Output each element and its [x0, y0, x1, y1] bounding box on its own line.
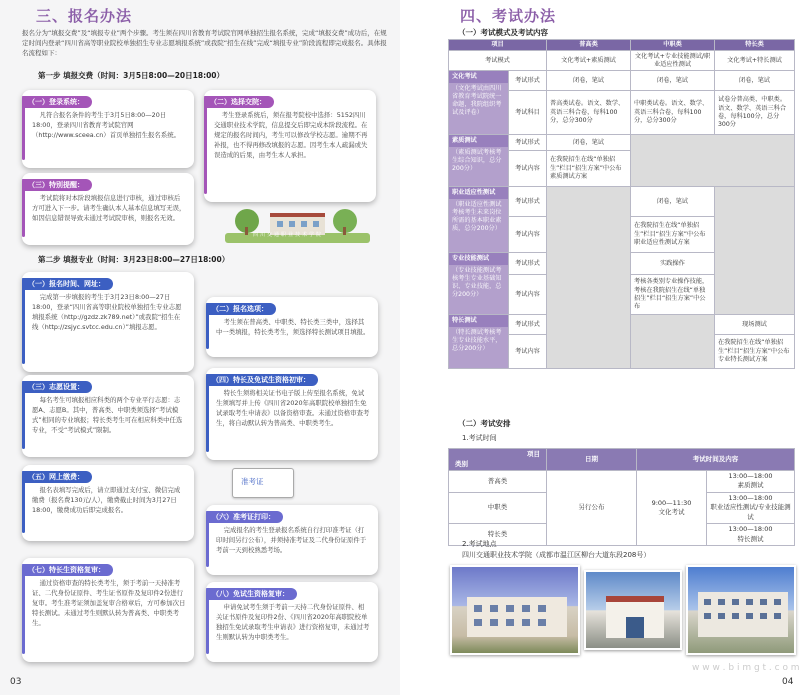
admit-card-icon — [232, 468, 294, 498]
card-body: 完成第一步填报的考生于3月23日8:00—27日18:00，登录“四川省高等职业院校单独招生专业志愿填报系统（http://gzdz.zk789.net）”或我院“招生在线（http://zsjyc.svtcc.edu.cn）”填报志愿。 — [32, 293, 182, 331]
card-tag: （四）特长及免试生资格初审： — [206, 374, 318, 386]
page-number: 03 — [10, 676, 22, 687]
step2-heading: 第二步 填报专业（时间：3月23日8:00—27日18:00） — [38, 255, 230, 264]
card-tag: （七）特长生资格复审： — [22, 564, 113, 576]
watermark: w w w . b i m g t . c o m — [692, 663, 800, 673]
section-title: 三、报名办法 — [36, 7, 133, 25]
category-adaptability: 职业适应性测试 （职业适应性测试考核考生未来岗位所需的基本职业素质，总分200分） — [449, 187, 509, 253]
category-specialty: 特长测试 （特长测试考核考生专业技能水平，总分200分） — [449, 315, 509, 369]
subsection-arrangement: （二）考试安排 — [458, 419, 511, 428]
admit-card-label: 准考证 — [241, 477, 264, 486]
header-time: 考试时间及内容 — [637, 449, 795, 471]
section-title: 四、考试办法 — [460, 7, 557, 25]
card-tag: （八）免试生资格复审： — [206, 588, 297, 600]
card-time-url — [22, 272, 194, 372]
card-tag: （一）登录系统： — [22, 96, 92, 108]
campus-illustration — [225, 203, 370, 243]
card-exempt-review — [206, 582, 378, 662]
exam-location-label: 2.考试地点 — [462, 540, 497, 548]
mode-label: 考试模式 — [449, 51, 547, 71]
header-item: 项目 — [449, 40, 547, 51]
card-payment — [22, 465, 194, 541]
card-body: 报名表填写完成后，请立即通过支付宝、微信完成缴费（报名费130元/人），缴费截止时间为3月27日18:00，缴费成功后即完成报名。 — [32, 486, 181, 514]
card-tag: （六）准考证打印： — [206, 511, 283, 523]
card-special-review — [22, 558, 194, 662]
card-preliminary-review — [206, 368, 378, 460]
page-number: 04 — [782, 676, 794, 687]
card-body: 每名考生可填报相应科类的两个专业平行志愿：志愿A、志愿B。其中，普高类、中职类须选择“考试模式”相同的专业填报；特长类考生可在相应科类中任选专业，不受“考试模式”限制。 — [32, 396, 183, 434]
card-body: 特长生须将相关证书电子版上传至报名系统，免试生须填写并上传《四川省2020年高职院校单独招生免试录取考生申请表》以备资格审查。未通过资格审查考生，将自动默认转为普高类、中职类考生。 — [216, 389, 370, 427]
card-body: 考生须在普高类、中职类、特长类三类中，选择其中一类填报，特长类考生，须选择特长测试项目填报。 — [216, 318, 370, 337]
category-quality: 素质测试 （素质测试考核考生综合知识，总分200分） — [449, 135, 509, 187]
campus-photo-2 — [584, 570, 682, 650]
card-body: 考试院将对本阶段填报信息进行审核，通过审核后方可进入下一步。请考生确认本人基本信息填写无误，如因信息错误导致未通过考试院审核，则报名无效。 — [32, 194, 186, 222]
card-body: 凡符合报名条件的考生于3月5日8:00—20日18:00，登录四川省教育考试院官网（http://www.sceea.cn）首页单独招生报名系统。 — [32, 111, 180, 139]
campus-photo-3 — [686, 565, 796, 655]
illustration-caption: 四川交通职业技术学院 — [253, 232, 324, 238]
subsection-mode: （一）考试模式及考试内容 — [458, 28, 548, 37]
category-culture: 文化考试 （文化考试由四川省教育考试院统一命题，我院组织考试及评卷） — [449, 71, 509, 135]
category-skill: 专业技能测试 （专业技能测试考核考生专业基础知识、专业技能，总分200分） — [449, 253, 509, 315]
card-options — [206, 297, 378, 357]
card-tag: （二）报名选项： — [206, 303, 276, 315]
step1-heading: 第一步 填报交费（时间：3月5日8:00—20日18:00） — [38, 71, 225, 80]
mode-vocational: 文化考试+专业技能测试/职业适应性测试 — [631, 51, 715, 71]
card-preferences — [22, 375, 194, 457]
header-date: 日期 — [547, 449, 637, 471]
header-general: 普高类 — [547, 40, 631, 51]
card-print-admit — [206, 505, 378, 575]
card-login-system — [22, 90, 194, 168]
header-vocational: 中职类 — [631, 40, 715, 51]
card-tag: （三）志愿设置： — [22, 381, 92, 393]
exam-location: 四川交通职业技术学院（成都市温江区柳台大道东段208号） — [462, 551, 651, 559]
card-choose-college — [204, 90, 376, 202]
intro-text: 报名分为“填报交费”及“填报专业”两个步骤。考生须在四川省教育考试院官网单独招生报名系统，完成“填报交费”成功后，在规定时间内登录“四川省高等职业院校单独招生专业志愿填报系统”或我院“招生在线”完成“填报专业”阶段流程即完成报名。具体报名流程如下： — [22, 29, 387, 58]
mode-specialty: 文化考试+特长测试 — [715, 51, 795, 71]
header-specialty: 特长类 — [715, 40, 795, 51]
mode-general: 文化考试+素质测试 — [547, 51, 631, 71]
card-body: 申请免试考生须于考前一天持二代身份证原件、相关证书原件及复印件2份、《四川省2020年高职院校单独招生免试录取考生申请表》进行资格复审，未通过考生则默认转为中职类考生。 — [216, 603, 370, 641]
card-special-reminder — [22, 173, 194, 245]
card-tag: （三）特别提醒： — [22, 179, 92, 191]
card-tag: （二）选择交院： — [204, 96, 274, 108]
card-body: 完成报名的考生登录报名系统自行打印准考证（打印时间另行公布），并须持准考证及二代身份证原件于考前一天到校熟悉考场。 — [216, 526, 367, 554]
schedule-table: 项目 类别 日期 考试时间及内容 普高类 另行公布 9:00—11:30 文化考试 13:00—18:00 素质测试 中职类 13:00—18:00 职业适应性测试/专业技能测试 特长类 13:00—18:00 特长测试 — [448, 448, 795, 546]
header-item-category: 项目 类别 — [449, 449, 547, 471]
card-body: 通过资格审查的特长类考生，须于考前一天持准考证、二代身份证原件、考生证书原件及复印件2份进行复审。考生准考证须加盖复审合格章后，方可参加次日特长测试。未通过考生则默认转为普高类、中职类考生。 — [32, 579, 186, 627]
card-tag: （一）报名时间、网址： — [22, 278, 113, 290]
card-body: 考生登录系统后，须在报考院校中选择：5152四川交通职业技术学院，信息提交后即完成本阶段流程。在规定的报名时间内，考生可以修改学校志愿。逾期不再补报，也不得再修改填报的志愿。因考生本人疏漏或失误造成的后果，由考生本人承担。 — [214, 111, 368, 159]
campus-photo-1 — [450, 565, 580, 655]
card-tag: （五）网上缴费： — [22, 471, 92, 483]
exam-time-label: 1.考试时间 — [462, 434, 497, 442]
exam-mode-table: 项目 普高类 中职类 特长类 考试模式 文化考试+素质测试 文化考试+专业技能测试/职业适应性测试 文化考试+特长测试 文化考试 （文化考试由四川省教育考试院统一命题，我院组织考试及评卷） 考试形式 闭卷，笔试 闭卷，笔试 闭卷，笔试 考试科目 普高类试卷。语文、数学、英语三科合卷，每科100分，总分300分 中职类试卷。语文、数学、英语三科合卷，每科100分，总分300分 试卷分普高类、中职类。语文、数学、英语三科合卷，每科100分，总分300分 素质测试 （素质测试考核考生综合知识，总分200分） 考试形式 闭卷，笔试 考试内容 在我院招生在线“单独招生”栏目“招生方案”中公布素质测试方案 职业适应性测试 （职业适应性测试考核考生未来岗位所需的基本职业素质，总分200分） 考试形式 闭卷，笔试 考试内容 在我院招生在线“单独招生”栏目“招生方案”中公布职业适应性测试方案 专业技能测试 （专业技能测试考核考生专业基础知识、专业技能，总分200分） 考试形式 实践操作 考试内容 考核各类别专业操作技能，考核在我院招生在线“单独招生”栏目“招生方案”中公布 特长测试 （特长测试考核考生专业技能水平，总分200分） 考试形式 现场测试 考试内容 在我院招生在线“单独招生”栏目“招生方案”中公布专业特长测试方案 — [448, 39, 795, 369]
